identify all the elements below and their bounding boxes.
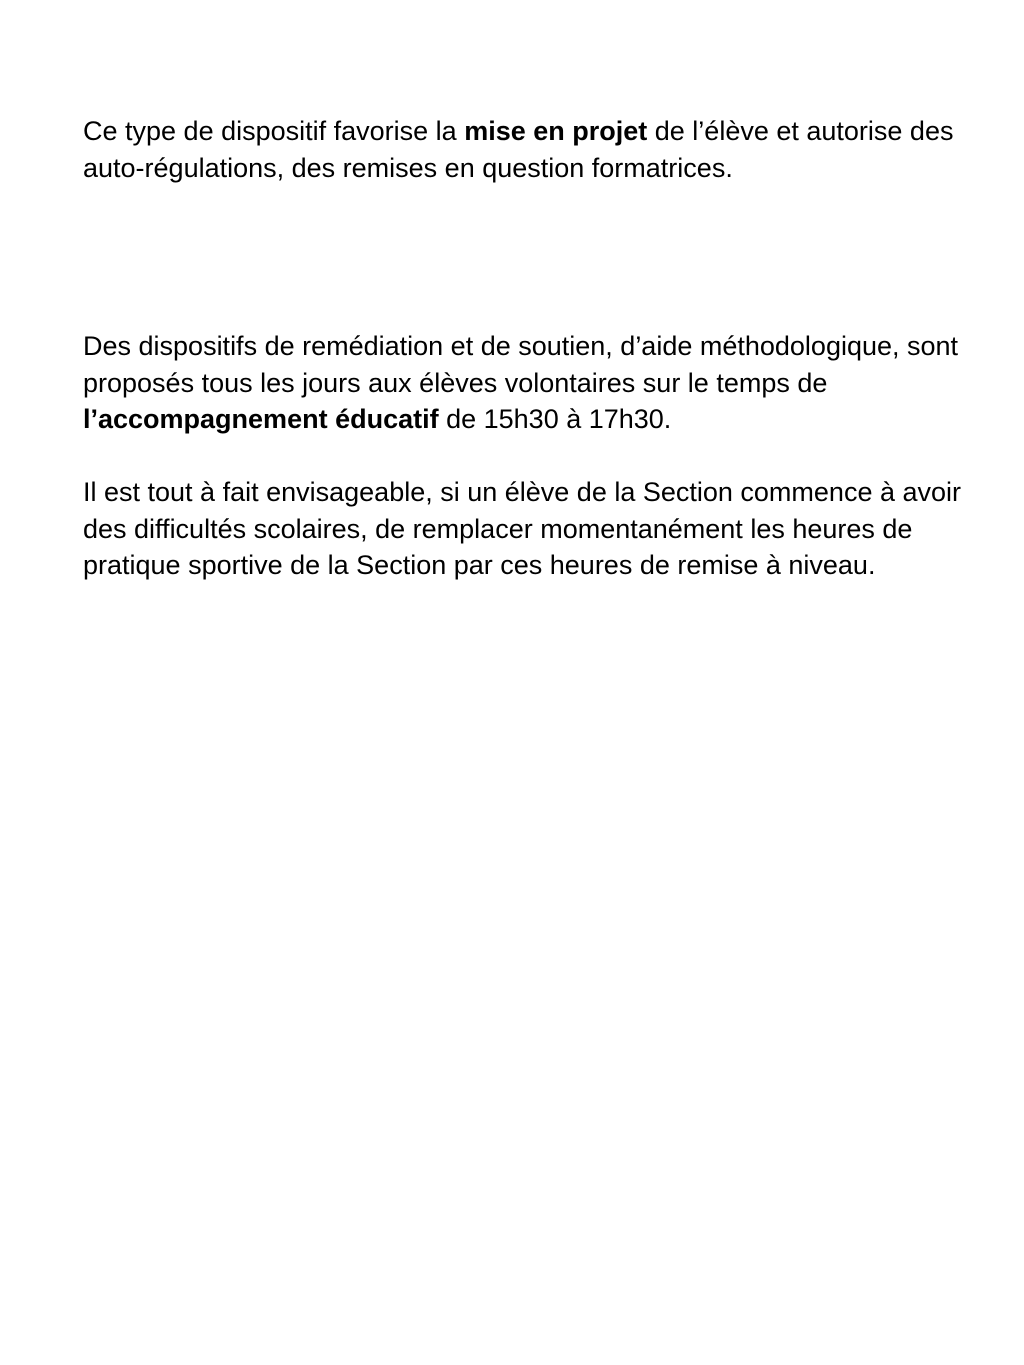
paragraph-remediation-text-end: de 15h30 à 17h30. [438,404,672,434]
paragraph-project-text-start: Ce type de dispositif favorise la [83,116,465,146]
paragraph-remediation-text-start: Des dispositifs de remédiation et de soutien, d’aide méthodologique, sont proposés tous les jours aux élèves volontaires sur le temps de [83,331,959,398]
paragraph-project-emphasis: mise en projet [464,116,648,146]
paragraph-project-text-end: de l’élève et autorise des auto-régulations, des remises en question formatrices. [83,116,954,183]
paragraph-remediation-emphasis: l’accompagnement éducatif [83,404,439,434]
paragraph-replacement [83,474,963,584]
paragraph-remediation [83,328,963,438]
paragraph-project [83,113,963,186]
paragraph-replacement-text: Il est tout à fait envisageable, si un élève de la Section commence à avoir des difficultés scolaires, de remplacer momentanément les heures de pratique sportive de la Section par ces heures de remise à niveau. [83,477,962,580]
